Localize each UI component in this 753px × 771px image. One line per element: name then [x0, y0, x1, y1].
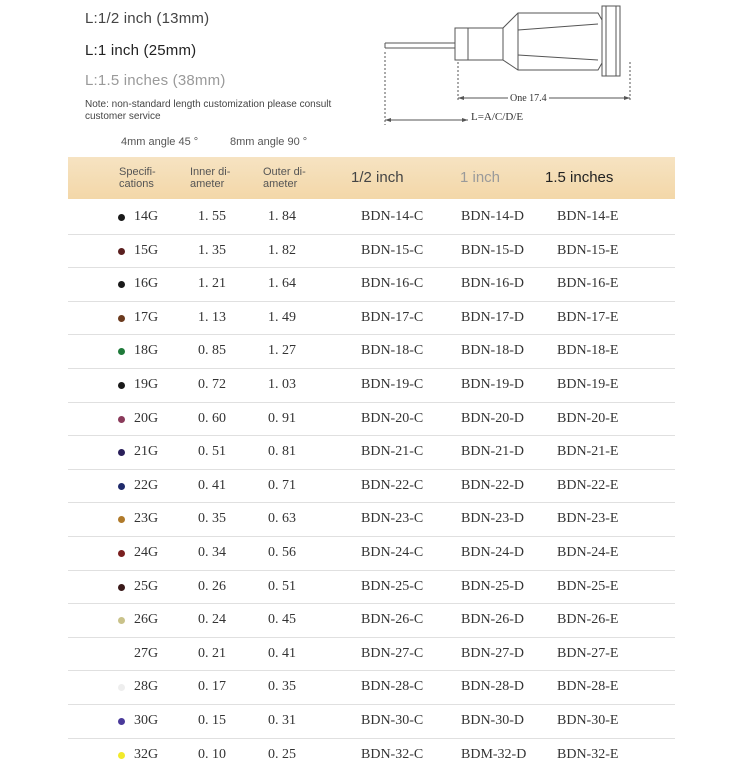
- model-half-inch-cell: BDN-16-C: [361, 276, 423, 292]
- gauge-cell: 20G: [134, 411, 158, 427]
- outer-diameter-cell: 0. 41: [268, 646, 296, 662]
- model-one-inch-cell: BDN-26-D: [461, 612, 524, 628]
- inner-diameter-cell: 0. 26: [198, 579, 226, 595]
- gauge-color-dot: [118, 348, 125, 355]
- outer-diameter-cell: 0. 71: [268, 478, 296, 494]
- model-one-inch-cell: BDN-23-D: [461, 511, 524, 527]
- table-row: [68, 470, 675, 504]
- inner-diameter-cell: 0. 15: [198, 713, 226, 729]
- outer-diameter-cell: 0. 56: [268, 545, 296, 561]
- header-one-half-inch: 1.5 inches: [545, 169, 613, 186]
- gauge-color-dot: [118, 550, 125, 557]
- gauge-color-dot: [118, 684, 125, 691]
- outer-diameter-cell: 0. 45: [268, 612, 296, 628]
- model-one-half-inch-cell: BDN-23-E: [557, 511, 618, 527]
- table-row: [68, 604, 675, 638]
- model-half-inch-cell: BDN-15-C: [361, 243, 423, 259]
- gauge-cell: 28G: [134, 679, 158, 695]
- model-one-half-inch-cell: BDN-22-E: [557, 478, 618, 494]
- outer-diameter-cell: 1. 82: [268, 243, 296, 259]
- table-row: [68, 436, 675, 470]
- gauge-cell: 17G: [134, 310, 158, 326]
- model-half-inch-cell: BDN-20-C: [361, 411, 423, 427]
- gauge-color-dot: [118, 382, 125, 389]
- outer-diameter-cell: 0. 63: [268, 511, 296, 527]
- inner-diameter-cell: 0. 41: [198, 478, 226, 494]
- inner-diameter-cell: 0. 85: [198, 343, 226, 359]
- spec-table-body: [68, 201, 675, 771]
- inner-diameter-cell: 0. 34: [198, 545, 226, 561]
- inner-diameter-cell: 1. 13: [198, 310, 226, 326]
- gauge-color-dot: [118, 449, 125, 456]
- inner-diameter-cell: 0. 35: [198, 511, 226, 527]
- model-half-inch-cell: BDN-14-C: [361, 209, 423, 225]
- inner-diameter-cell: 0. 24: [198, 612, 226, 628]
- model-one-half-inch-cell: BDN-28-E: [557, 679, 618, 695]
- table-row: [68, 671, 675, 705]
- length-option-half-inch: L:1/2 inch (13mm): [85, 10, 209, 27]
- model-one-inch-cell: BDM-32-D: [461, 747, 526, 763]
- model-half-inch-cell: BDN-19-C: [361, 377, 423, 393]
- gauge-cell: 19G: [134, 377, 158, 393]
- table-row: [68, 302, 675, 336]
- model-one-inch-cell: BDN-24-D: [461, 545, 524, 561]
- model-half-inch-cell: BDN-17-C: [361, 310, 423, 326]
- gauge-color-dot: [118, 281, 125, 288]
- model-one-inch-cell: BDN-21-D: [461, 444, 524, 460]
- inner-diameter-cell: 0. 10: [198, 747, 226, 763]
- model-one-half-inch-cell: BDN-30-E: [557, 713, 618, 729]
- angle-spec-4mm: 4mm angle 45 °: [121, 136, 198, 148]
- inner-diameter-cell: 0. 21: [198, 646, 226, 662]
- model-one-half-inch-cell: BDN-32-E: [557, 747, 618, 763]
- gauge-cell: 18G: [134, 343, 158, 359]
- model-half-inch-cell: BDN-21-C: [361, 444, 423, 460]
- gauge-color-dot: [118, 214, 125, 221]
- outer-diameter-cell: 0. 91: [268, 411, 296, 427]
- inner-diameter-cell: 0. 72: [198, 377, 226, 393]
- model-one-half-inch-cell: BDN-15-E: [557, 243, 618, 259]
- model-one-inch-cell: BDN-18-D: [461, 343, 524, 359]
- table-row: [68, 201, 675, 235]
- gauge-color-dot: [118, 718, 125, 725]
- table-row: [68, 571, 675, 605]
- gauge-color-dot: [118, 248, 125, 255]
- gauge-color-dot: [118, 315, 125, 322]
- model-half-inch-cell: BDN-32-C: [361, 747, 423, 763]
- outer-diameter-cell: 1. 27: [268, 343, 296, 359]
- model-half-inch-cell: BDN-18-C: [361, 343, 423, 359]
- needle-length-label: L=A/C/D/E: [469, 111, 525, 123]
- model-one-half-inch-cell: BDN-21-E: [557, 444, 618, 460]
- table-row: [68, 403, 675, 437]
- model-one-inch-cell: BDN-14-D: [461, 209, 524, 225]
- model-one-inch-cell: BDN-15-D: [461, 243, 524, 259]
- model-half-inch-cell: BDN-24-C: [361, 545, 423, 561]
- model-one-inch-cell: BDN-19-D: [461, 377, 524, 393]
- length-option-one-half-inch: L:1.5 inches (38mm): [85, 72, 226, 89]
- model-half-inch-cell: BDN-25-C: [361, 579, 423, 595]
- header-half-inch: 1/2 inch: [351, 169, 404, 186]
- table-row: [68, 705, 675, 739]
- inner-diameter-cell: 0. 17: [198, 679, 226, 695]
- gauge-cell: 16G: [134, 276, 158, 292]
- overall-length-label: One 17.4: [508, 93, 549, 104]
- model-half-inch-cell: BDN-22-C: [361, 478, 423, 494]
- outer-diameter-cell: 1. 03: [268, 377, 296, 393]
- gauge-color-dot: [118, 651, 125, 658]
- model-one-half-inch-cell: BDN-14-E: [557, 209, 618, 225]
- header-outer-diameter: Outer di- ameter: [263, 166, 306, 190]
- outer-diameter-cell: 0. 51: [268, 579, 296, 595]
- outer-diameter-cell: 0. 31: [268, 713, 296, 729]
- model-one-inch-cell: BDN-20-D: [461, 411, 524, 427]
- inner-diameter-cell: 1. 55: [198, 209, 226, 225]
- outer-diameter-cell: 1. 64: [268, 276, 296, 292]
- outer-diameter-cell: 0. 35: [268, 679, 296, 695]
- gauge-cell: 26G: [134, 612, 158, 628]
- gauge-cell: 15G: [134, 243, 158, 259]
- gauge-cell: 23G: [134, 511, 158, 527]
- table-row: [68, 369, 675, 403]
- table-row: [68, 235, 675, 269]
- model-one-half-inch-cell: BDN-19-E: [557, 377, 618, 393]
- table-header: [68, 157, 675, 199]
- model-one-inch-cell: BDN-22-D: [461, 478, 524, 494]
- model-one-half-inch-cell: BDN-25-E: [557, 579, 618, 595]
- gauge-color-dot: [118, 483, 125, 490]
- model-half-inch-cell: BDN-23-C: [361, 511, 423, 527]
- model-one-half-inch-cell: BDN-16-E: [557, 276, 618, 292]
- gauge-cell: 25G: [134, 579, 158, 595]
- needle-flange: [602, 6, 620, 76]
- gauge-color-dot: [118, 416, 125, 423]
- outer-diameter-cell: 0. 25: [268, 747, 296, 763]
- gauge-cell: 22G: [134, 478, 158, 494]
- table-row: [68, 503, 675, 537]
- model-one-half-inch-cell: BDN-17-E: [557, 310, 618, 326]
- gauge-cell: 24G: [134, 545, 158, 561]
- model-one-inch-cell: BDN-16-D: [461, 276, 524, 292]
- model-one-inch-cell: BDN-30-D: [461, 713, 524, 729]
- needle-collar: [455, 28, 503, 60]
- model-one-inch-cell: BDN-17-D: [461, 310, 524, 326]
- inner-diameter-cell: 0. 51: [198, 444, 226, 460]
- outer-diameter-cell: 1. 49: [268, 310, 296, 326]
- model-one-inch-cell: BDN-25-D: [461, 579, 524, 595]
- model-half-inch-cell: BDN-30-C: [361, 713, 423, 729]
- header-one-inch: 1 inch: [460, 169, 500, 186]
- inner-diameter-cell: 0. 60: [198, 411, 226, 427]
- gauge-color-dot: [118, 584, 125, 591]
- gauge-cell: 21G: [134, 444, 158, 460]
- model-one-half-inch-cell: BDN-24-E: [557, 545, 618, 561]
- model-one-half-inch-cell: BDN-27-E: [557, 646, 618, 662]
- model-one-half-inch-cell: BDN-26-E: [557, 612, 618, 628]
- model-one-half-inch-cell: BDN-18-E: [557, 343, 618, 359]
- model-one-inch-cell: BDN-27-D: [461, 646, 524, 662]
- table-row: [68, 537, 675, 571]
- header-inner-diameter: Inner di- ameter: [190, 166, 230, 190]
- model-half-inch-cell: BDN-28-C: [361, 679, 423, 695]
- model-half-inch-cell: BDN-26-C: [361, 612, 423, 628]
- gauge-cell: 27G: [134, 646, 158, 662]
- gauge-color-dot: [118, 617, 125, 624]
- header-specifications: Specifi- cations: [119, 166, 156, 190]
- gauge-cell: 30G: [134, 713, 158, 729]
- table-row: [68, 638, 675, 672]
- model-half-inch-cell: BDN-27-C: [361, 646, 423, 662]
- customization-note: Note: non-standard length customization please consult customer service: [85, 99, 345, 123]
- model-one-half-inch-cell: BDN-20-E: [557, 411, 618, 427]
- model-one-inch-cell: BDN-28-D: [461, 679, 524, 695]
- angle-spec-8mm: 8mm angle 90 °: [230, 136, 307, 148]
- inner-diameter-cell: 1. 35: [198, 243, 226, 259]
- gauge-color-dot: [118, 516, 125, 523]
- table-row: [68, 739, 675, 771]
- outer-diameter-cell: 0. 81: [268, 444, 296, 460]
- gauge-cell: 14G: [134, 209, 158, 225]
- length-option-one-inch: L:1 inch (25mm): [85, 42, 196, 59]
- outer-diameter-cell: 1. 84: [268, 209, 296, 225]
- table-row: [68, 268, 675, 302]
- gauge-cell: 32G: [134, 747, 158, 763]
- table-row: [68, 335, 675, 369]
- inner-diameter-cell: 1. 21: [198, 276, 226, 292]
